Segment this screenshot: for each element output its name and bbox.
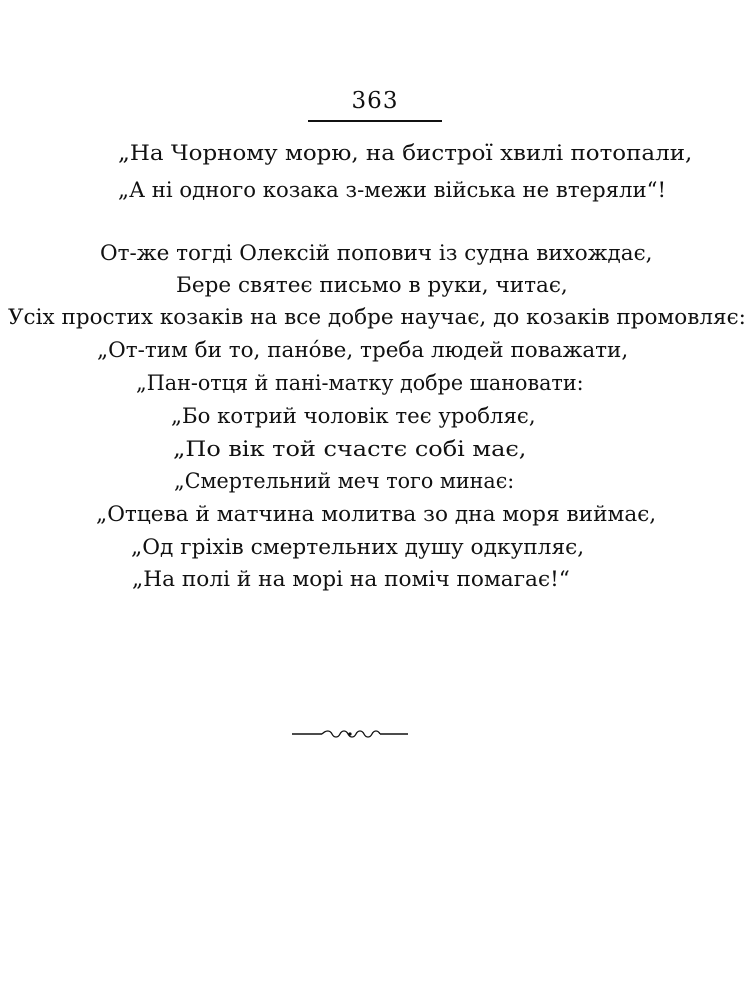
end-ornament [292, 728, 408, 740]
poem-line: „На полі й на морі на поміч помагає!“ [132, 567, 570, 591]
poem-line: „Пан-отця й пані-матку добре шановати: [136, 371, 584, 395]
page-number: 363 [351, 88, 399, 114]
poem-line: От-же тогді Олексій попович із судна вихождає, [100, 241, 653, 265]
poem-line: „А ні одного козака з-межи війська не втеряли“! [118, 178, 666, 202]
poem-line: Бере святеє письмо в руки, читає, [176, 273, 568, 297]
page-number-rule [308, 120, 442, 122]
poem-line: „Отцева й матчина молитва зо дна моря виймає, [96, 502, 657, 526]
poem-line: Усіх простих козаків на все добре научає, до козаків промовляє: [8, 305, 746, 329]
poem-line: „На Чорному морю, на бистрої хвилі потопали, [118, 141, 693, 165]
poem-line: „От-тим би то, панóве, треба людей поважати, [97, 338, 629, 362]
poem-line: „По вік той счастє собі має, [173, 437, 527, 461]
poem-line: „Од гріхів смертельних душу одкупляє, [131, 535, 585, 559]
poem-line: „Бо котрий чоловік теє уробляє, [171, 404, 536, 428]
poem-line: „Смертельний меч того минає: [174, 469, 515, 493]
